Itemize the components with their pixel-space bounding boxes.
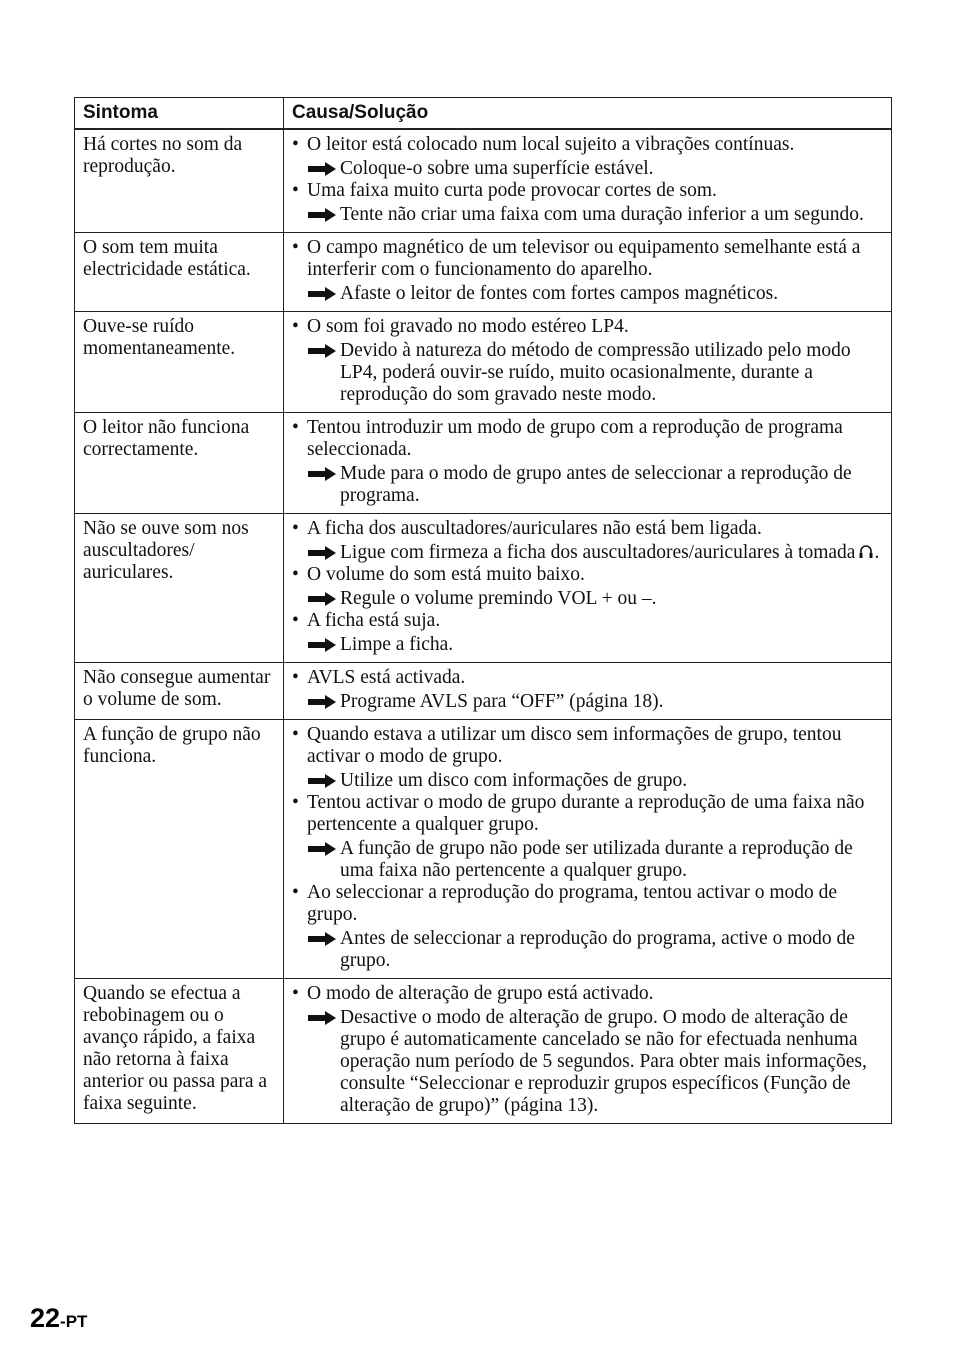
bullet-icon: • (292, 417, 299, 438)
solution-item (292, 928, 884, 972)
cause-item (292, 316, 884, 338)
cause-item (292, 983, 884, 1005)
bullet-icon: • (292, 882, 299, 903)
solution-text: Devido à natureza do método de compressão utilizado pelo modo LP4, poderá ouvir-se ruído, muito ocasionalmente, durante a reprodução do som gravado neste modo. (340, 340, 851, 405)
cause-text: Tentou activar o modo de grupo durante a reprodução de uma faixa não pertencente a qualquer grupo. (307, 792, 865, 835)
cause-cell (284, 413, 892, 514)
cause-cell (284, 312, 892, 413)
bullet-icon: • (292, 792, 299, 813)
solution-item (292, 463, 884, 507)
cause-item (292, 792, 884, 836)
right-arrow-icon (307, 1010, 337, 1026)
solution-text: Mude para o modo de grupo antes de seleccionar a reprodução de programa. (340, 463, 852, 506)
right-arrow-icon (307, 591, 337, 607)
solution-suffix: . (874, 542, 880, 563)
table-body (75, 129, 892, 1124)
bullet-icon: • (292, 667, 299, 688)
solution-text: Regule o volume premindo VOL + ou –. (340, 588, 657, 609)
cause-text: Ao seleccionar a reprodução do programa, tentou activar o modo de grupo. (307, 882, 838, 925)
cause-item (292, 724, 884, 768)
cause-text: O modo de alteração de grupo está activado. (307, 983, 654, 1004)
cause-item (292, 237, 884, 281)
page-number-suffix: -PT (60, 1312, 88, 1331)
cause-text: A ficha está suja. (307, 610, 441, 631)
bullet-icon: • (292, 724, 299, 745)
cause-item (292, 134, 884, 156)
cause-item (292, 180, 884, 202)
right-arrow-icon (307, 545, 337, 561)
right-arrow-icon (307, 694, 337, 710)
solution-text: Limpe a ficha. (340, 634, 454, 655)
solution-item (292, 838, 884, 882)
right-arrow-icon (307, 773, 337, 789)
symptom-cell: Não consegue aumentar o volume de som. (75, 663, 284, 720)
right-arrow-icon (307, 343, 337, 359)
page-number-value: 22 (30, 1303, 61, 1333)
cause-item (292, 518, 884, 540)
solution-text: Utilize um disco com informações de grupo. (340, 770, 688, 791)
solution-text: Afaste o leitor de fontes com fortes campos magnéticos. (340, 283, 779, 304)
cause-cell (284, 979, 892, 1124)
solution-text: Coloque-o sobre uma superfície estável. (340, 158, 654, 179)
solution-item (292, 283, 884, 305)
solution-item (292, 1007, 884, 1117)
troubleshooting-table (74, 97, 892, 1124)
cause-text: O som foi gravado no modo estéreo LP4. (307, 316, 629, 337)
solution-item (292, 204, 884, 226)
cause-cell (284, 129, 892, 233)
cause-text: O campo magnético de um televisor ou equipamento semelhante está a interferir com o funcionamento do aparelho. (307, 237, 861, 280)
solution-text: Programe AVLS para “OFF” (página 18). (340, 691, 664, 712)
right-arrow-icon (307, 161, 337, 177)
table-row (75, 233, 892, 312)
right-arrow-icon (307, 931, 337, 947)
solution-text: Antes de seleccionar a reprodução do programa, active o modo de grupo. (340, 928, 855, 971)
cause-cell (284, 514, 892, 663)
symptom-cell: Há cortes no som da reprodução. (75, 129, 284, 233)
solution-text: A função de grupo não pode ser utilizada durante a reprodução de uma faixa não pertencente a qualquer grupo. (340, 838, 853, 881)
cause-header: Causa/Solução (284, 98, 892, 130)
solution-item (292, 770, 884, 792)
table-row (75, 129, 892, 233)
cause-text: O volume do som está muito baixo. (307, 564, 585, 585)
table-row (75, 514, 892, 663)
solution-item (292, 691, 884, 713)
right-arrow-icon (307, 466, 337, 482)
solution-text: Desactive o modo de alteração de grupo. O modo de alteração de grupo é automaticamente cancelado se não for efectuada nenhuma operação num período de 5 segundos. Para obter mais informações, consulte “Seleccionar e reproduzir grupos específicos (Função de alteração de grupo)” (página 13). (340, 1007, 867, 1116)
cause-item (292, 610, 884, 632)
bullet-icon: • (292, 610, 299, 631)
cause-item (292, 882, 884, 926)
symptom-cell: Ouve-se ruído momentaneamente. (75, 312, 284, 413)
page-number (30, 1300, 87, 1340)
solution-item (292, 158, 884, 180)
symptom-cell: O leitor não funciona correctamente. (75, 413, 284, 514)
bullet-icon: • (292, 180, 299, 201)
bullet-icon: • (292, 564, 299, 585)
symptom-header: Sintoma (75, 98, 284, 130)
cause-text: A ficha dos auscultadores/auriculares não está bem ligada. (307, 518, 762, 539)
solution-item (292, 588, 884, 610)
bullet-icon: • (292, 316, 299, 337)
symptom-cell: Não se ouve som nos auscultadores/ auriculares. (75, 514, 284, 663)
bullet-icon: • (292, 237, 299, 258)
table-row (75, 979, 892, 1124)
solution-text: Ligue com firmeza a ficha dos auscultadores/auriculares à tomada (340, 542, 856, 563)
table-row (75, 663, 892, 720)
cause-cell (284, 720, 892, 979)
table-row (75, 720, 892, 979)
table-header-row (75, 98, 892, 130)
cause-text: Uma faixa muito curta pode provocar cortes de som. (307, 180, 717, 201)
solution-item (292, 542, 884, 564)
right-arrow-icon (307, 286, 337, 302)
cause-cell (284, 663, 892, 720)
solution-item (292, 340, 884, 406)
cause-text: Tentou introduzir um modo de grupo com a reprodução de programa seleccionada. (307, 417, 843, 460)
right-arrow-icon (307, 637, 337, 653)
cause-text: AVLS está activada. (307, 667, 466, 688)
bullet-icon: • (292, 518, 299, 539)
cause-item (292, 667, 884, 689)
cause-cell (284, 233, 892, 312)
symptom-cell: Quando se efectua a rebobinagem ou o avanço rápido, a faixa não retorna à faixa anterior ou passa para a faixa seguinte. (75, 979, 284, 1124)
symptom-cell: O som tem muita electricidade estática. (75, 233, 284, 312)
cause-item (292, 417, 884, 461)
right-arrow-icon (307, 207, 337, 223)
table-row (75, 413, 892, 514)
solution-text: Tente não criar uma faixa com uma duração inferior a um segundo. (340, 204, 864, 225)
cause-item (292, 564, 884, 586)
solution-item (292, 634, 884, 656)
symptom-cell: A função de grupo não funciona. (75, 720, 284, 979)
table-row (75, 312, 892, 413)
bullet-icon: • (292, 983, 299, 1004)
headphone-icon (858, 543, 874, 559)
cause-text: Quando estava a utilizar um disco sem informações de grupo, tentou activar o modo de grupo. (307, 724, 842, 767)
right-arrow-icon (307, 841, 337, 857)
bullet-icon: • (292, 134, 299, 155)
cause-text: O leitor está colocado num local sujeito a vibrações contínuas. (307, 134, 795, 155)
